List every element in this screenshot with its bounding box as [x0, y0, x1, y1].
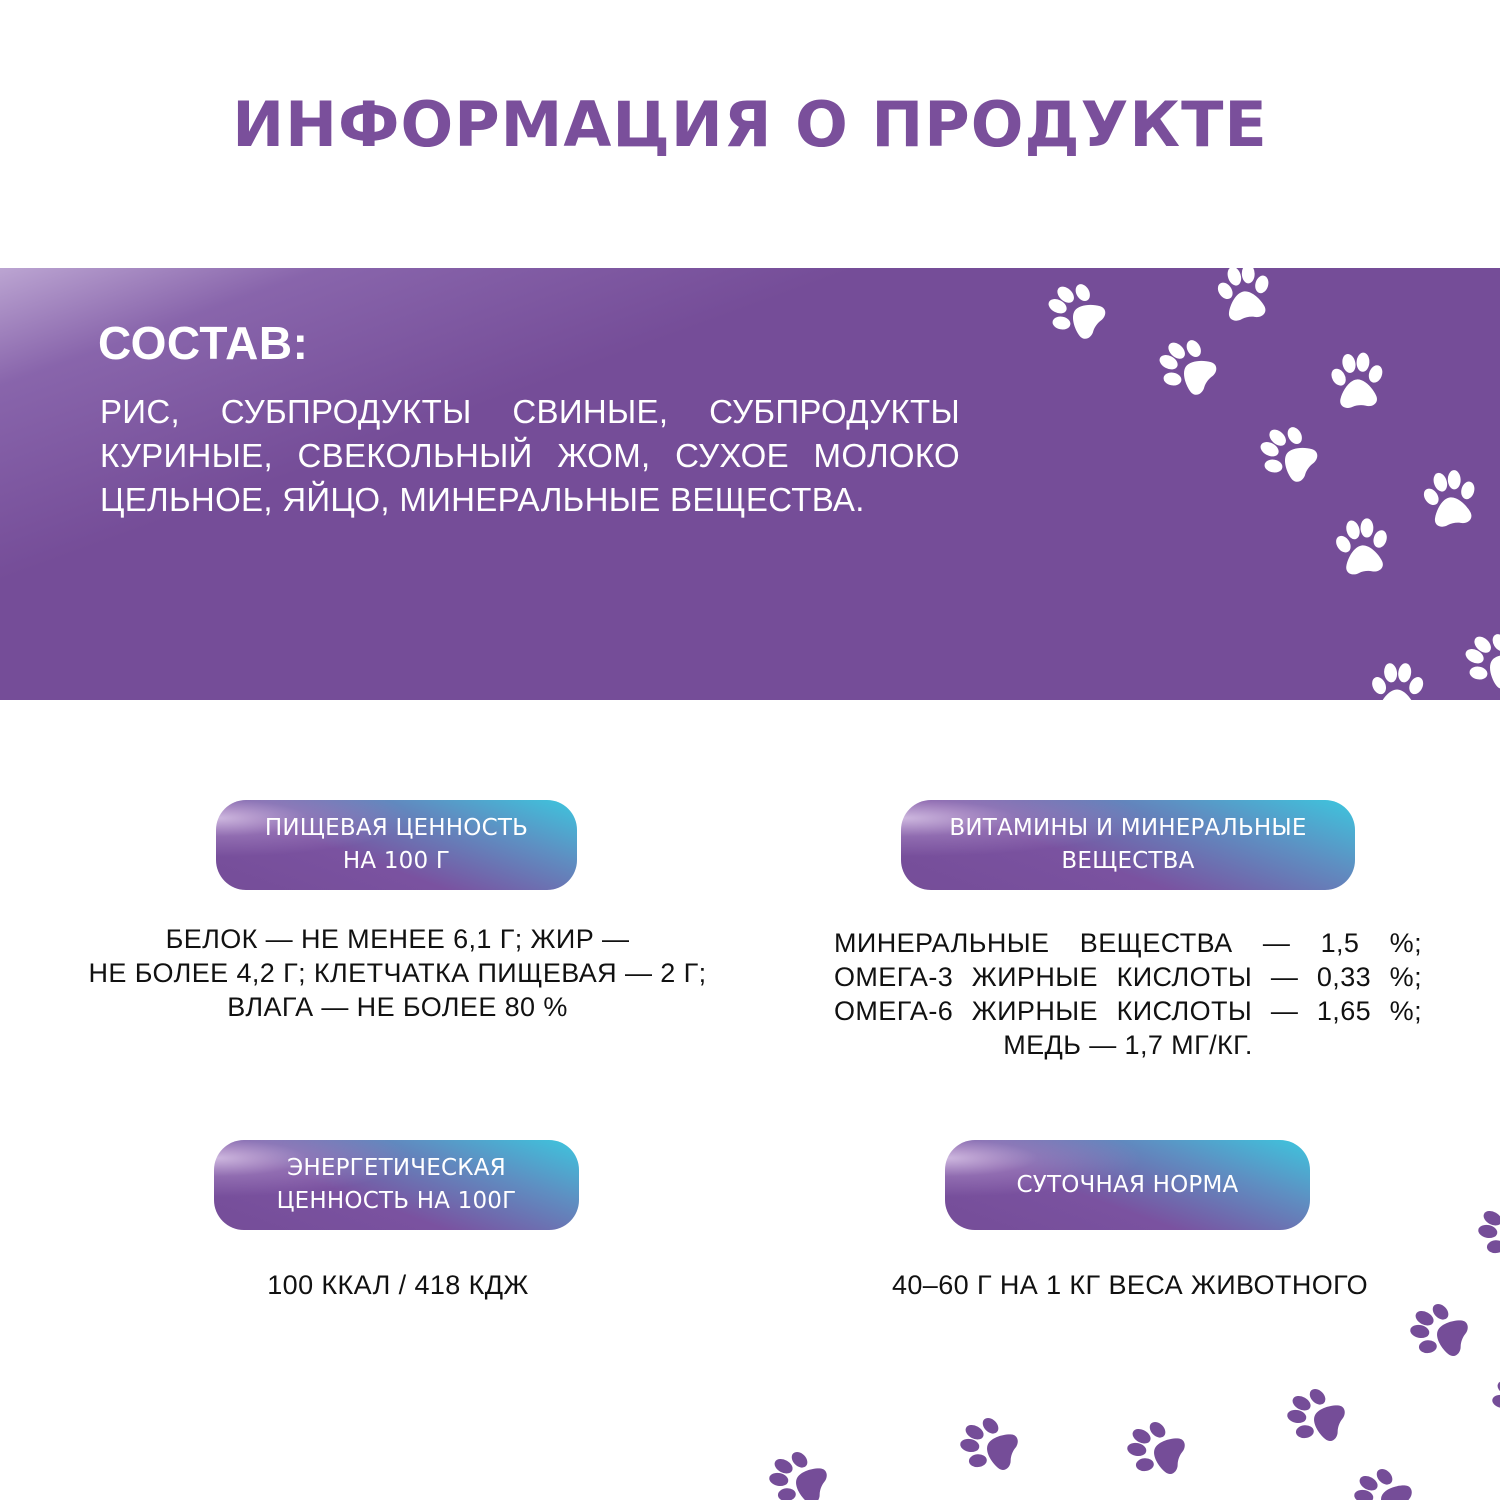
page-title: ИНФОРМАЦИЯ О ПРОДУКТЕ [232, 88, 1268, 161]
nutrition-line: ВЛАГА — НЕ БОЛЕЕ 80 % [227, 992, 568, 1022]
vitamins-line: ОМЕГА-6 ЖИРНЫЕ КИСЛОТЫ — 1,65 %; [834, 996, 1422, 1026]
vitamins-values [834, 926, 1422, 1062]
daily-norm-value: 40–60 Г НА 1 КГ ВЕСА ЖИВОТНОГО [891, 1270, 1369, 1300]
energy-label-line: ЭНЕРГЕТИЧЕСКАЯ [287, 1155, 506, 1181]
energy-label-badge [214, 1140, 579, 1230]
vitamins-line: ОМЕГА-3 ЖИРНЫЕ КИСЛОТЫ — 0,33 %; [834, 962, 1422, 992]
paw-print-icon [1322, 347, 1391, 416]
composition-banner [0, 268, 1500, 700]
vitamins-label-line: ВИТАМИНЫ И МИНЕРАЛЬНЫЕ [949, 815, 1307, 841]
paw-print-icon [1481, 1361, 1500, 1443]
nutrition-line: БЕЛОК — НЕ МЕНЕЕ 6,1 Г; ЖИР — [165, 924, 630, 954]
paw-print-icon [1207, 268, 1281, 331]
vitamins-line: МЕДЬ — 1,7 МГ/КГ. [1003, 1030, 1253, 1060]
nutrition-values [60, 922, 735, 1024]
nutrition-label-line: НА 100 Г [342, 848, 451, 874]
nutrition-label-badge [216, 800, 577, 890]
vitamins-label-badge [901, 800, 1355, 890]
paw-print-icon [1143, 323, 1232, 412]
vitamins-label-line: ВЕЩЕСТВА [1061, 848, 1195, 874]
paw-print-icon [1399, 1291, 1481, 1373]
paw-print-icon [1413, 463, 1487, 537]
nutrition-label-line: ПИЩЕВАЯ ЦЕННОСТЬ [264, 815, 529, 841]
daily-norm-label-badge [945, 1140, 1310, 1230]
paw-print-icon [1032, 268, 1121, 357]
paw-print-icon [1276, 1376, 1358, 1458]
paw-print-icon [1365, 660, 1429, 700]
paw-print-icon [1449, 617, 1500, 700]
vitamins-line: МИНЕРАЛЬНЫЕ ВЕЩЕСТВА — 1,5 %; [834, 928, 1422, 958]
paw-print-icon [1343, 1456, 1425, 1500]
daily-norm-label-line: СУТОЧНАЯ НОРМА [1016, 1171, 1239, 1198]
composition-text: РИС, СУБПРОДУКТЫ СВИНЫЕ, СУБПРОДУКТЫ КУРИНЫЕ, СВЕКОЛЬНЫЙ ЖОМ, СУХОЕ МОЛОКО ЦЕЛЬНОЕ, ЯЙЦО, МИНЕРАЛЬНЫЕ ВЕЩЕСТВА. [100, 393, 960, 518]
paw-print-icon [1326, 512, 1398, 584]
energy-value: 100 ККАЛ / 418 КДЖ [267, 1270, 529, 1300]
energy-label-line: ЦЕННОСТЬ НА 100Г [276, 1188, 517, 1214]
paw-print-icon [949, 1405, 1031, 1487]
paw-print-icon [758, 1439, 840, 1500]
paw-print-icon [1244, 410, 1333, 499]
composition-heading: СОСТАВ: [98, 317, 309, 369]
paw-print-icon [1116, 1409, 1198, 1491]
paw-print-icon [1467, 1191, 1500, 1273]
nutrition-line: НЕ БОЛЕЕ 4,2 Г; КЛЕТЧАТКА ПИЩЕВАЯ — 2 Г; [88, 958, 707, 988]
